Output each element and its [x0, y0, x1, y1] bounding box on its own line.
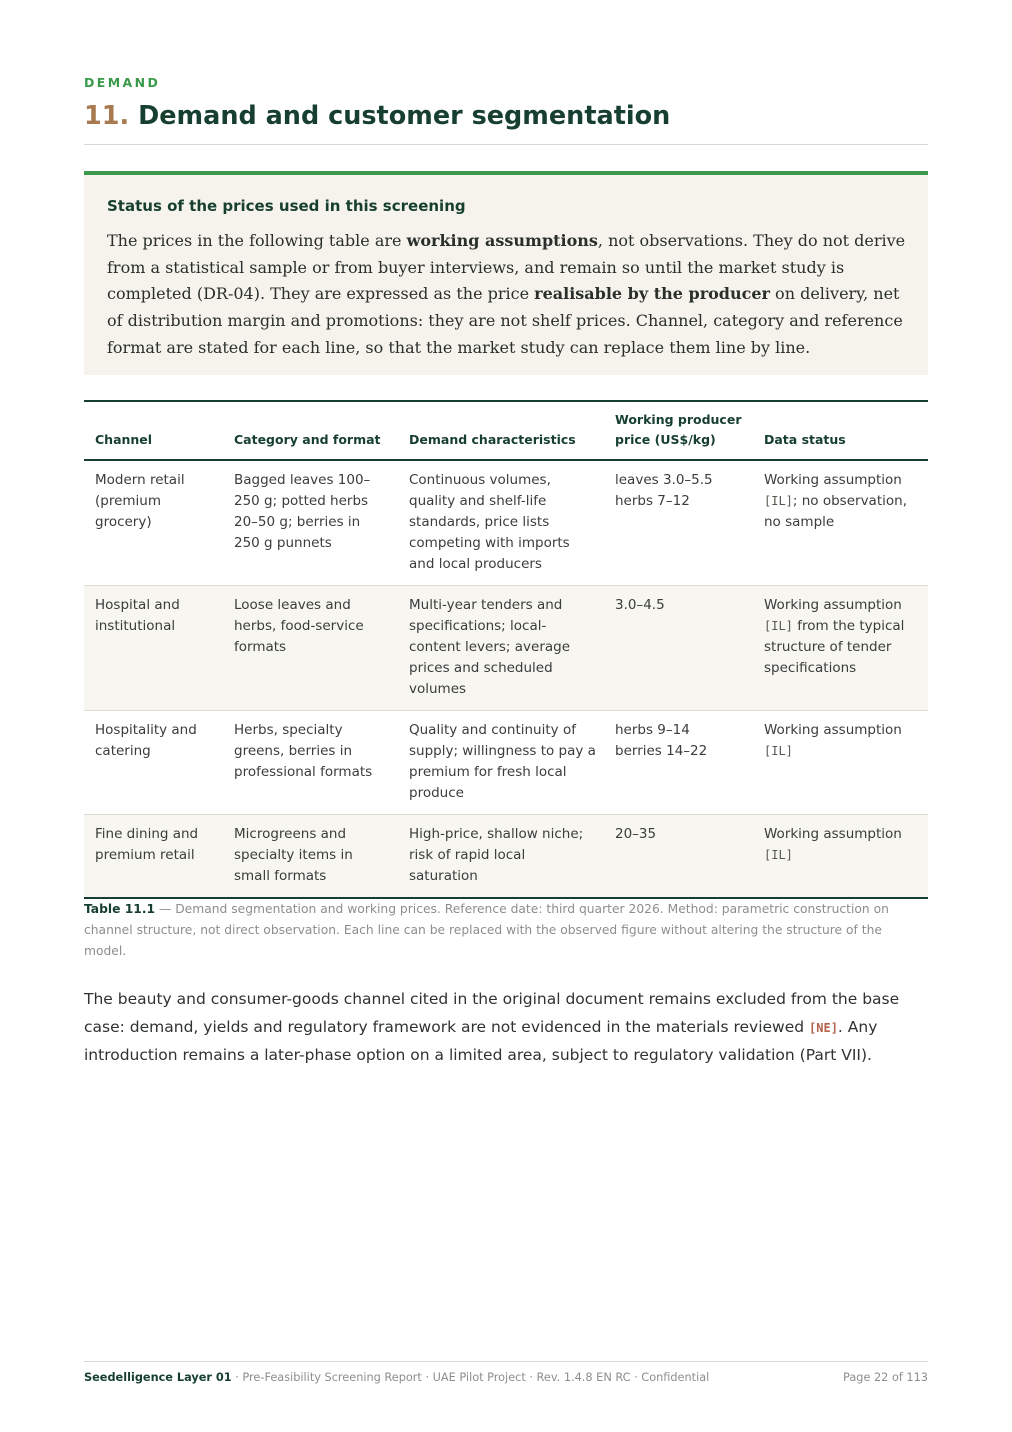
price-line: berries 14–22 [615, 743, 708, 759]
cell-demand: Continuous volumes, quality and shelf-life standards, price lists competing with imports and local producers [409, 472, 570, 572]
paragraph-text: The beauty and consumer-goods channel cited in the original document remains excluded from the base case: demand, yields and regulatory framework are not evidenced in the materials reviewed [84, 990, 900, 1036]
table-row [84, 586, 928, 711]
callout-bold-text: working assumptions [406, 231, 598, 250]
footer-details: · Pre-Feasibility Screening Report · UAE Pilot Project · Rev. 1.4.8 EN RC · Confidential [231, 1371, 710, 1384]
cell-category: Bagged leaves 100–250 g; potted herbs 20–50 g; berries in 250 g punnets [234, 472, 371, 551]
status-tag: [IL] [764, 619, 793, 633]
section-title: Demand and customer segmentation [138, 101, 671, 131]
column-header-category: Category and format [234, 431, 381, 447]
demand-segmentation-table [84, 400, 928, 899]
body-paragraph [84, 986, 914, 1070]
price-line: herbs 7–12 [615, 493, 690, 509]
cell-status [753, 815, 928, 899]
column-header-demand: Demand characteristics [409, 431, 576, 447]
cell-category: Herbs, specialty greens, berries in professional formats [234, 722, 373, 780]
cell-category: Microgreens and specialty items in small formats [234, 826, 353, 884]
price-line: leaves 3.0–5.5 [615, 472, 713, 488]
price-line: 3.0–4.5 [615, 597, 665, 613]
cell-demand: Quality and continuity of supply; willingness to pay a premium for fresh local produce [409, 722, 596, 801]
caption-text: — Demand segmentation and working prices. Reference date: third quarter 2026. Method: parametric construction on channel structure, not direct observation. Each line can be replaced with the observed figure without altering the structure of the model. [84, 902, 889, 958]
status-tag: [IL] [764, 494, 793, 508]
callout-bold-text: realisable by the producer [534, 284, 770, 304]
section-label: DEMAND [84, 75, 161, 90]
page-title [84, 101, 928, 131]
cell-status [753, 460, 928, 586]
cell-channel: Hospitality and catering [95, 722, 197, 759]
paragraph-text: . Any introduction remains a later-phase option on a limited area, subject to regulatory validation (Part VII). [84, 1017, 878, 1064]
table-header-row [84, 401, 928, 460]
cell-demand: Multi-year tenders and specifications; local-content levers; average prices and scheduled volumes [409, 597, 571, 697]
status-text: Working assumption [764, 472, 902, 488]
footer-document-info [84, 1371, 709, 1384]
footer-divider [84, 1361, 928, 1362]
cell-channel: Modern retail (premium grocery) [95, 472, 185, 530]
cell-price [604, 586, 753, 711]
status-tag: [IL] [764, 848, 793, 862]
callout-text: The prices in the following table are [107, 231, 407, 250]
status-text: Working assumption [764, 722, 902, 738]
cell-price [604, 460, 753, 586]
cell-demand: High-price, shallow niche; risk of rapid local saturation [409, 826, 584, 884]
price-line: herbs 9–14 [615, 722, 690, 738]
table-row [84, 711, 928, 815]
cell-price [604, 815, 753, 899]
table-row [84, 815, 928, 899]
status-text: Working assumption [764, 826, 902, 842]
status-text: ; no observation, no sample [764, 493, 907, 530]
cell-price [604, 711, 753, 815]
status-text: from the typical structure of tender specifications [764, 618, 905, 676]
cell-status [753, 711, 928, 815]
callout-text: , not observations. They do not derive from a statistical sample or from buyer interviews, and remain so until the market study is completed (DR-04). They are expressed as the price [107, 231, 906, 304]
footer-brand: Seedelligence Layer 01 [84, 1371, 232, 1384]
table-caption [84, 899, 904, 962]
column-header-channel: Channel [95, 431, 153, 447]
price-line: 20–35 [615, 826, 657, 842]
cell-channel: Fine dining and premium retail [95, 826, 199, 863]
section-number: 11. [84, 101, 130, 131]
price-status-callout [84, 171, 928, 375]
page-number: Page 22 of 113 [843, 1371, 928, 1384]
table-row [84, 460, 928, 586]
status-tag: [IL] [764, 744, 793, 758]
callout-title: Status of the prices used in this screening [107, 197, 466, 215]
title-divider [84, 144, 928, 145]
caption-label: Table 11.1 [84, 902, 156, 916]
callout-body [107, 228, 907, 362]
column-header-price: Working producer price (US$/kg) [615, 412, 742, 447]
status-text: Working assumption [764, 597, 902, 613]
cell-status [753, 586, 928, 711]
column-header-status: Data status [764, 431, 846, 447]
cell-category: Loose leaves and herbs, food-service formats [234, 597, 364, 655]
callout-text: on delivery, net of distribution margin and promotions: they are not shelf prices. Channel, category and reference format are stated for each line, so that the market study can replace them line by line. [107, 284, 903, 357]
evidence-tag: [NE] [809, 1020, 838, 1035]
cell-channel: Hospital and institutional [95, 597, 180, 634]
